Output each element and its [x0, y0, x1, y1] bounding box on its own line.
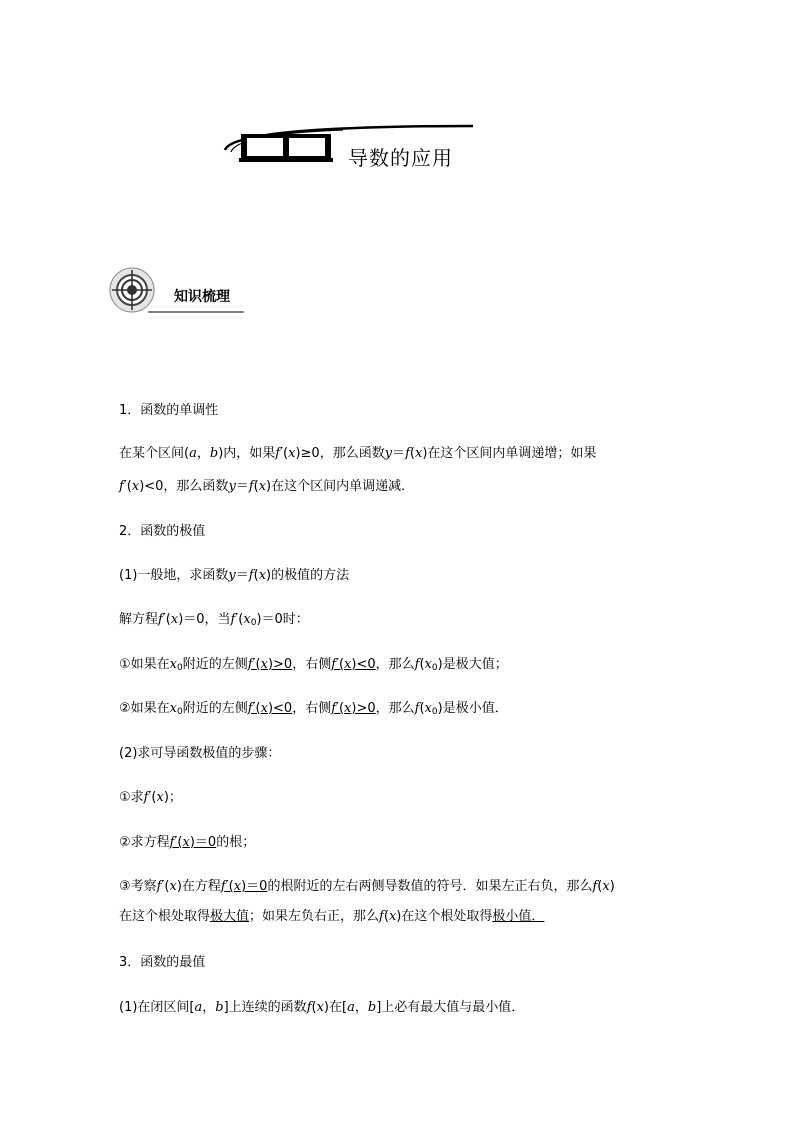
- title-banner: [223, 120, 483, 170]
- heading-max-min: 3．函数的最值: [119, 955, 206, 970]
- list-item: ②求方程f′(x)＝0的根；: [119, 835, 256, 850]
- page-title: 导数的应用: [348, 146, 453, 170]
- paragraph-line: (1)一般地，求函数y＝f(x)的极值的方法: [119, 568, 350, 583]
- list-item: ②如果在$x_0$附近的左侧f′(x)<0，右侧f′(x)>0，那么$f(x_0)$是极小值．: [119, 701, 508, 717]
- paragraph-line: (2)求可导函数极值的步骤：: [119, 746, 281, 761]
- heading-extremum: 2．函数的极值: [119, 524, 206, 539]
- list-item: 在这个根处取得极大值；如果左负右正，那么f(x)在这个根处取得极小值．: [119, 909, 545, 924]
- paragraph-line: 解方程f′(x)＝0，当$f'(x_0)=0$时：: [119, 612, 309, 628]
- list-item: ①求f′(x)；: [119, 790, 182, 805]
- paragraph-line: 在某个区间(a，b)内，如果f′(x)≥0，那么函数y＝f(x)在这个区间内单调递增；如果: [119, 446, 597, 461]
- heading-monotonicity: 1．函数的单调性: [119, 403, 219, 418]
- paragraph-line: (1)在闭区间[a，b]上连续的函数f(x)在[a，b]上必有最大值与最小值．: [119, 1000, 525, 1015]
- list-item: ①如果在$x_0$附近的左侧f′(x)>0，右侧f′(x)<0，那么$f(x_0)$是极大值；: [119, 657, 508, 673]
- paragraph-line: f′(x)<0，那么函数y＝f(x)在这个区间内单调递减．: [119, 479, 415, 494]
- list-item: ③考察f′(x)在方程f′(x)＝0的根附近的左右两侧导数值的符号．如果左正右负，那么f(x): [119, 879, 615, 894]
- section-title: 知识梳理: [174, 289, 230, 305]
- section-heading: [108, 262, 248, 316]
